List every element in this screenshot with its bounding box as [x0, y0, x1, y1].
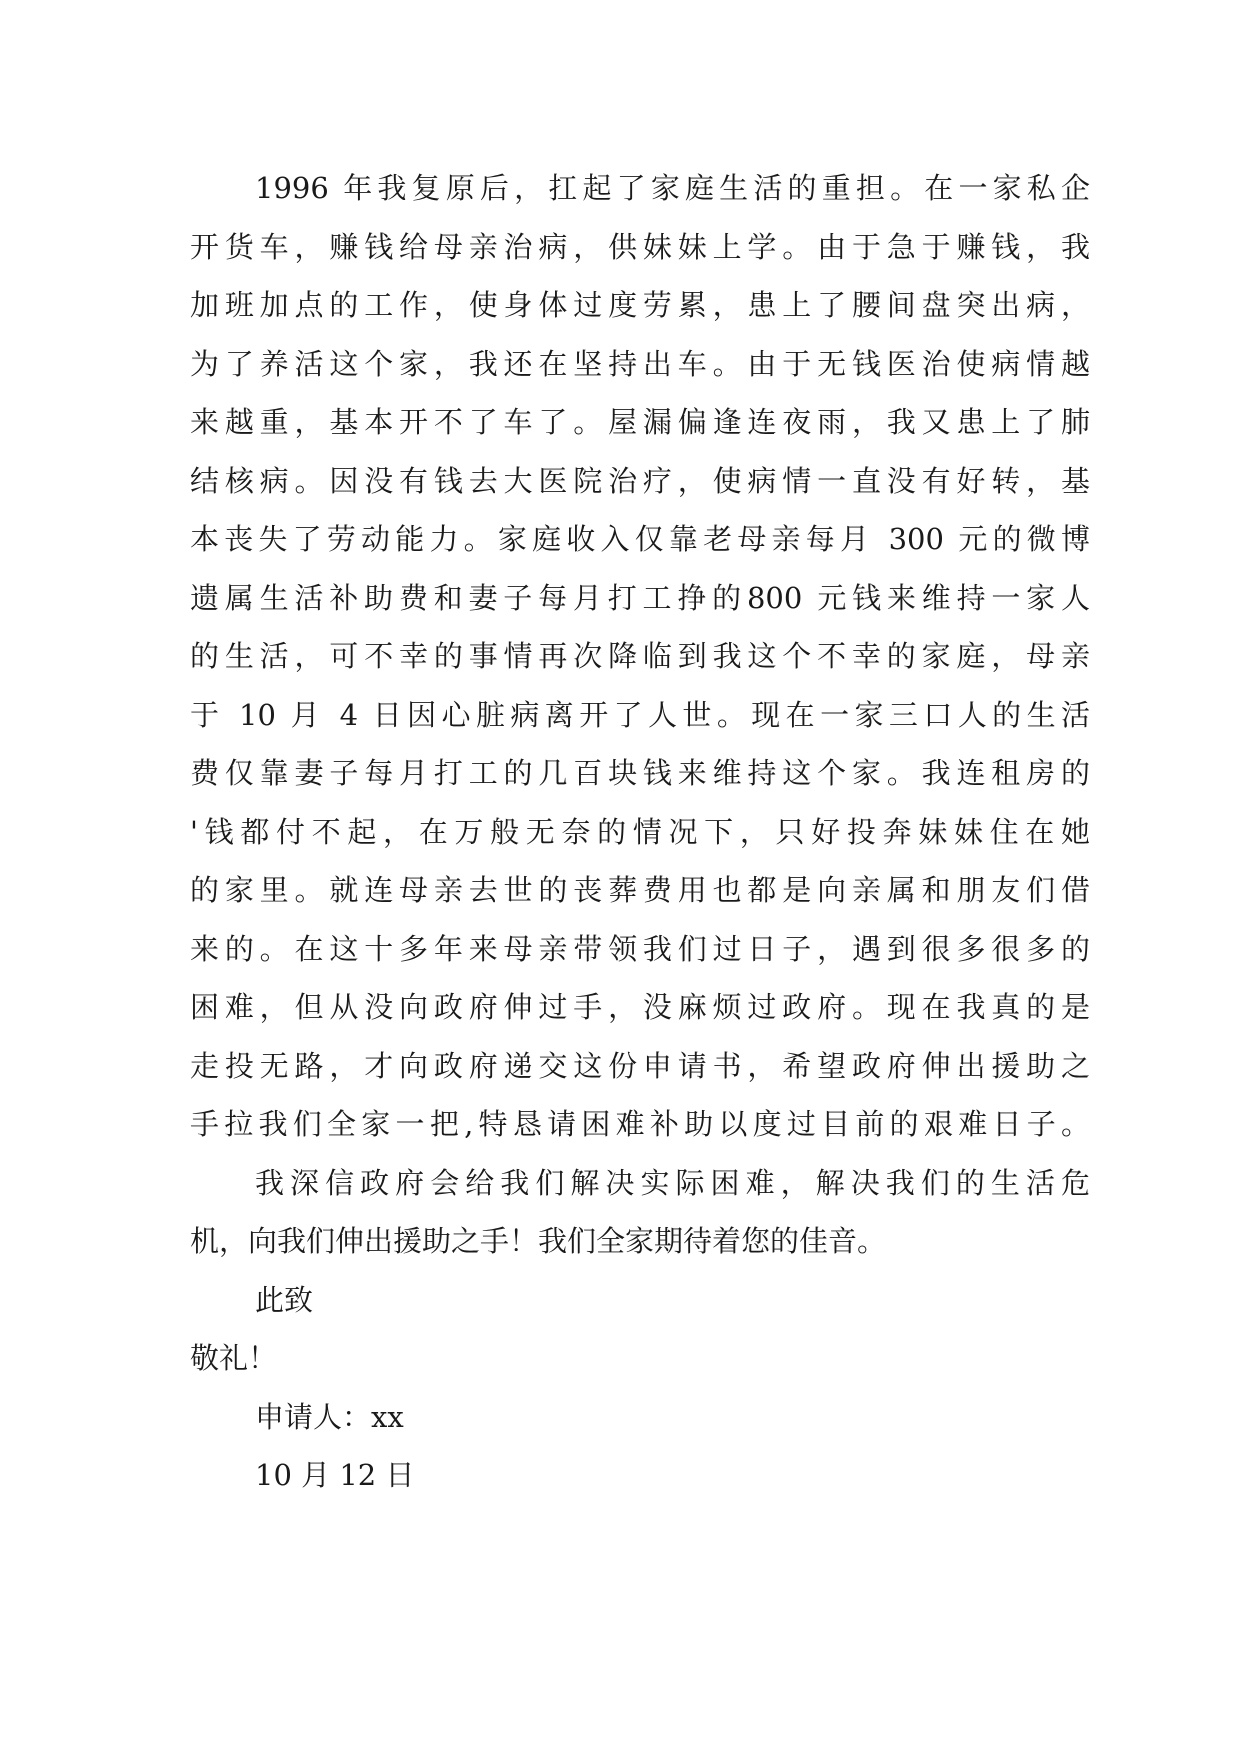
paragraph-request — [190, 1154, 1090, 1271]
text-line: 来越重，基本开不了车了。屋漏偏逢连夜雨，我又患上了肺 — [190, 405, 1090, 439]
text-line: 机，向我们伸出援助之手！我们全家期待着您的佳音。 — [190, 1224, 887, 1258]
letter-body — [190, 159, 1090, 1505]
text-line: 1996 年我复原后，扛起了家庭生活的重担。在一家私企 — [255, 171, 1090, 205]
letter-date: 10 月 12 日 — [255, 1458, 415, 1492]
text-line: 本丧失了劳动能力。家庭收入仅靠老母亲每月 300 元的微博 — [190, 522, 1090, 556]
text-line: 加班加点的工作，使身体过度劳累，患上了腰间盘突出病， — [190, 288, 1090, 322]
text-line: 开货车，赚钱给母亲治病，供妹妹上学。由于急于赚钱，我 — [190, 229, 1090, 264]
text-line: 手拉我们全家一把,特恳请困难补助以度过目前的艰难日子。 — [190, 1107, 1090, 1141]
text-line: 的家里。就连母亲去世的丧葬费用也都是向亲属和朋友们借 — [190, 873, 1090, 907]
text-line: 我深信政府会给我们解决实际困难，解决我们的生活危 — [255, 1165, 1090, 1200]
applicant-signature: 申请人：xx — [255, 1399, 404, 1434]
paragraph-hardship — [190, 159, 1090, 1154]
text-line: 结核病。因没有钱去大医院治疗，使病情一直没有好转，基 — [190, 463, 1090, 498]
text-line: 于 10 月 4 日因心脏病离开了人世。现在一家三口人的生活 — [190, 697, 1090, 732]
text-line: 为了养活这个家，我还在坚持出车。由于无钱医治使病情越 — [190, 346, 1090, 381]
text-line: 的生活，可不幸的事情再次降临到我这个不幸的家庭，母亲 — [190, 639, 1090, 673]
text-line: '钱都付不起，在万般无奈的情况下，只好投奔妹妹住在她 — [190, 814, 1090, 849]
text-line: 困难，但从没向政府伸过手，没麻烦过政府。现在我真的是 — [190, 990, 1090, 1024]
text-line: 遗属生活补助费和妻子每月打工挣的800 元钱来维持一家人 — [190, 580, 1090, 615]
closing-salutation: 此致 — [255, 1282, 314, 1317]
text-line: 费仅靠妻子每月打工的几百块钱来维持这个家。我连租房的 — [190, 756, 1090, 790]
text-line: 走投无路，才向政府递交这份申请书，希望政府伸出援助之 — [190, 1048, 1090, 1083]
respect-line: 敬礼！ — [190, 1341, 278, 1375]
text-line: 来的。在这十多年来母亲带领我们过日子，遇到很多很多的 — [190, 931, 1090, 966]
